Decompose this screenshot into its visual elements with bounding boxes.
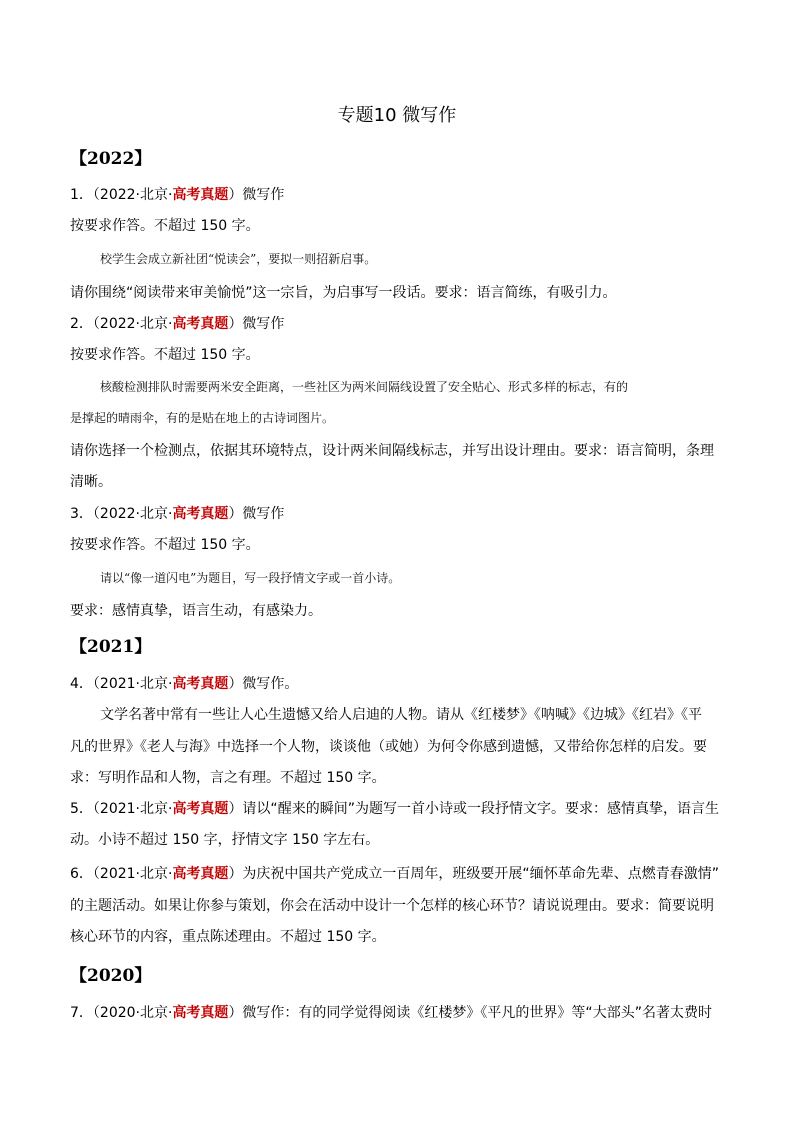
question-1-material: 校学生会成立新社团“悦读会”，要拟一则招新启事。: [100, 252, 377, 266]
question-1-requirement: 按要求作答。不超过 150 字。: [70, 218, 260, 234]
question-2-suffix: ）微写作: [228, 316, 285, 332]
question-2-material-line-2: 是撑起的晴雨伞，有的是贴在地上的古诗词图片。: [70, 411, 335, 425]
question-3-requirement: 按要求作答。不超过 150 字。: [70, 537, 260, 553]
question-4-header: [70, 674, 298, 694]
source-tag: 高考真题: [172, 801, 229, 817]
question-7-suffix: ）微写作：有的同学觉得阅读《红楼梦》《平凡的世界》等“大部头”名著太费时: [228, 1005, 712, 1021]
question-2-prompt-line-2: 清晰。: [70, 474, 112, 490]
question-6-prefix: 6．（2021·北京·: [70, 866, 173, 882]
question-6-line-3: 核心环节的内容，重点陈述理由。不超过 150 字。: [70, 929, 386, 945]
question-3-header: [70, 504, 284, 524]
question-6-line-2: 的主题活动。如果让你参与策划，你会在活动中设计一个怎样的核心环节？请说说理由。要求：简要说明: [70, 898, 714, 914]
question-3-material: 请以“像一道闪电”为题目，写一段抒情文字或一首小诗。: [100, 571, 401, 585]
section-heading-2020: 【2020】: [70, 966, 152, 986]
section-heading-2021: 【2021】: [70, 637, 152, 657]
question-2-material-line-1: 核酸检测排队时需要两米安全距离，一些社区为两米间隔线设置了安全贴心、形式多样的标志，有的: [100, 380, 629, 394]
source-tag: 高考真题: [172, 187, 229, 203]
section-heading-2022: 【2022】: [70, 149, 152, 169]
question-2-requirement: 按要求作答。不超过 150 字。: [70, 347, 260, 363]
question-4-prefix: 4．（2021·北京·: [70, 676, 173, 692]
question-3-prefix: 3．（2022·北京·: [70, 506, 173, 522]
source-tag: 高考真题: [172, 866, 229, 882]
question-2-prefix: 2．（2022·北京·: [70, 316, 173, 332]
source-tag: 高考真题: [172, 316, 229, 332]
question-6-header: [70, 864, 719, 884]
question-4-line-1: 文学名著中常有一些让人心生遗憾又给人启迪的人物。请从《红楼梦》《呐喊》《边城》《红岩》《平: [100, 707, 702, 723]
question-5-line-2: 动。小诗不超过 150 字，抒情文字 150 字左右。: [70, 832, 380, 848]
question-5-header: [70, 799, 719, 819]
question-7-prefix: 7．（2020·北京·: [70, 1005, 173, 1021]
question-3-suffix: ）微写作: [228, 506, 285, 522]
question-4-line-3: 求：写明作品和人物，言之有理。不超过 150 字。: [70, 770, 386, 786]
question-4-suffix: ）微写作。: [228, 676, 299, 692]
page-title: 专题10 微写作: [337, 105, 457, 126]
question-1-suffix: ）微写作: [228, 187, 285, 203]
question-1-header: [70, 185, 284, 205]
question-2-header: [70, 314, 284, 334]
source-tag: 高考真题: [172, 1005, 229, 1021]
question-5-suffix: ）请以“醒来的瞬间”为题写一首小诗或一段抒情文字。要求：感情真挚，语言生: [228, 801, 719, 817]
source-tag: 高考真题: [172, 676, 229, 692]
question-7-header: [70, 1003, 712, 1023]
question-3-prompt: 要求：感情真挚，语言生动，有感染力。: [70, 603, 322, 619]
source-tag: 高考真题: [172, 506, 229, 522]
question-4-line-2: 凡的世界》《老人与海》中选择一个人物，谈谈他（或她）为何令你感到遗憾，又带给你怎样的启发。要: [70, 739, 707, 755]
question-1-prefix: 1．（2022·北京·: [70, 187, 173, 203]
question-6-suffix: ）为庆祝中国共产党成立一百周年，班级要开展“缅怀革命先辈、点燃青春激情”: [228, 866, 719, 882]
question-1-prompt: 请你围绕“阅读带来审美愉悦”这一宗旨，为启事写一段话。要求：语言简练，有吸引力。: [70, 285, 617, 301]
question-5-prefix: 5．（2021·北京·: [70, 801, 173, 817]
question-2-prompt-line-1: 请你选择一个检测点，依据其环境特点，设计两米间隔线标志，并写出设计理由。要求：语言简明，条理: [70, 443, 714, 459]
